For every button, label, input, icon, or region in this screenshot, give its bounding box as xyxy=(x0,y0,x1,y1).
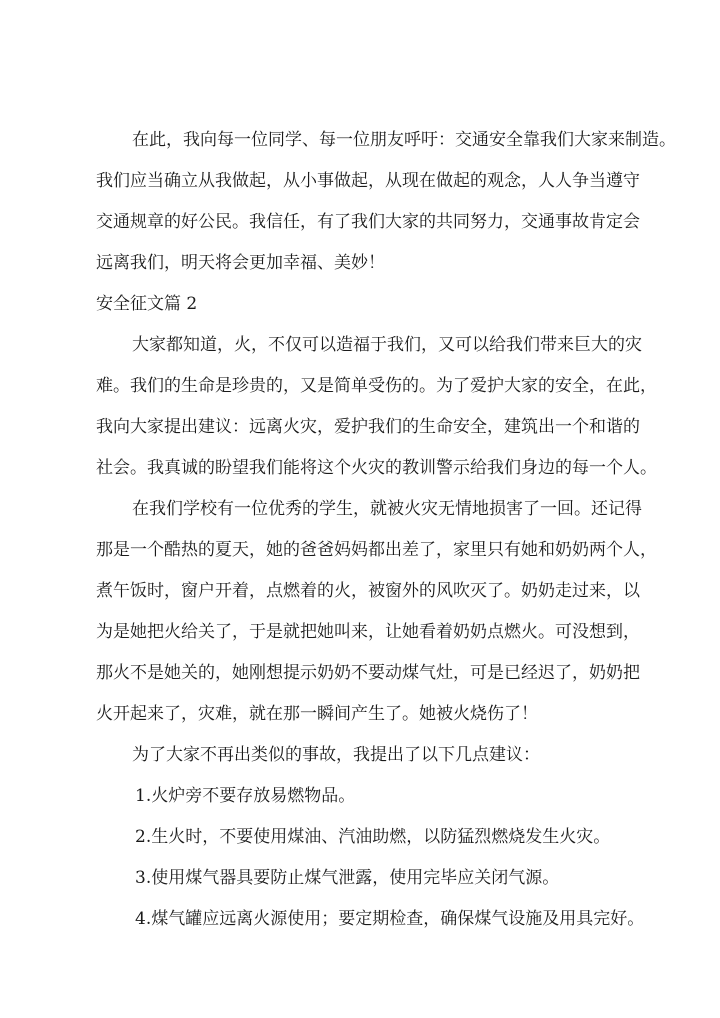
section-heading: 安全征文篇 2 xyxy=(96,294,198,314)
document-body xyxy=(96,130,676,950)
list-item: 1.火炉旁不要存放易燃物品。 xyxy=(135,786,356,806)
paragraph-line: 为了大家不再出类似的事故，我提出了以下几点建议： xyxy=(132,745,540,765)
paragraph-line: 大家都知道，火，不仅可以造福于我们，又可以给我们带来巨大的灾 xyxy=(132,335,642,355)
paragraph-line: 那火不是她关的，她刚想提示奶奶不要动煤气灶，可是已经迟了，奶奶把 xyxy=(96,663,640,683)
paragraph-line: 我们应当确立从我做起，从小事做起，从现在做起的观念，人人争当遵守 xyxy=(96,171,640,191)
paragraph-line: 我向大家提出建议：远离火灾，爱护我们的生命安全，建筑出一个和谐的 xyxy=(96,417,640,437)
paragraph-line: 为是她把火给关了，于是就把她叫来，让她看着奶奶点燃火。可没想到， xyxy=(96,622,640,642)
paragraph-line: 煮午饭时，窗户开着，点燃着的火，被窗外的风吹灭了。奶奶走过来，以 xyxy=(96,581,640,601)
list-item: 4.煤气罐应远离火源使用；要定期检查，确保煤气设施及用具完好。 xyxy=(135,909,645,929)
paragraph-line: 交通规章的好公民。我信任，有了我们大家的共同努力，交通事故肯定会 xyxy=(96,212,640,232)
paragraph-line: 在此，我向每一位同学、每一位朋友呼吁：交通安全靠我们大家来制造。 xyxy=(132,130,676,150)
paragraph-line: 那是一个酷热的夏天，她的爸爸妈妈都出差了，家里只有她和奶奶两个人， xyxy=(96,540,657,560)
paragraph-line: 在我们学校有一位优秀的学生，就被火灾无情地损害了一回。还记得 xyxy=(132,499,642,519)
paragraph-line: 火开起来了，灾难，就在那一瞬间产生了。她被火烧伤了！ xyxy=(96,704,538,724)
paragraph-line: 难。我们的生命是珍贵的，又是简单受伤的。为了爱护大家的安全，在此， xyxy=(96,376,657,396)
paragraph-line: 社会。我真诚的盼望我们能将这个火灾的教训警示给我们身边的每一个人。 xyxy=(96,458,657,478)
list-item: 2.生火时，不要使用煤油、汽油助燃，以防猛烈燃烧发生火灾。 xyxy=(135,827,611,847)
paragraph-line: 远离我们，明天将会更加幸福、美妙！ xyxy=(96,253,385,273)
list-item: 3.使用煤气器具要防止煤气泄露，使用完毕应关闭气源。 xyxy=(135,868,560,888)
